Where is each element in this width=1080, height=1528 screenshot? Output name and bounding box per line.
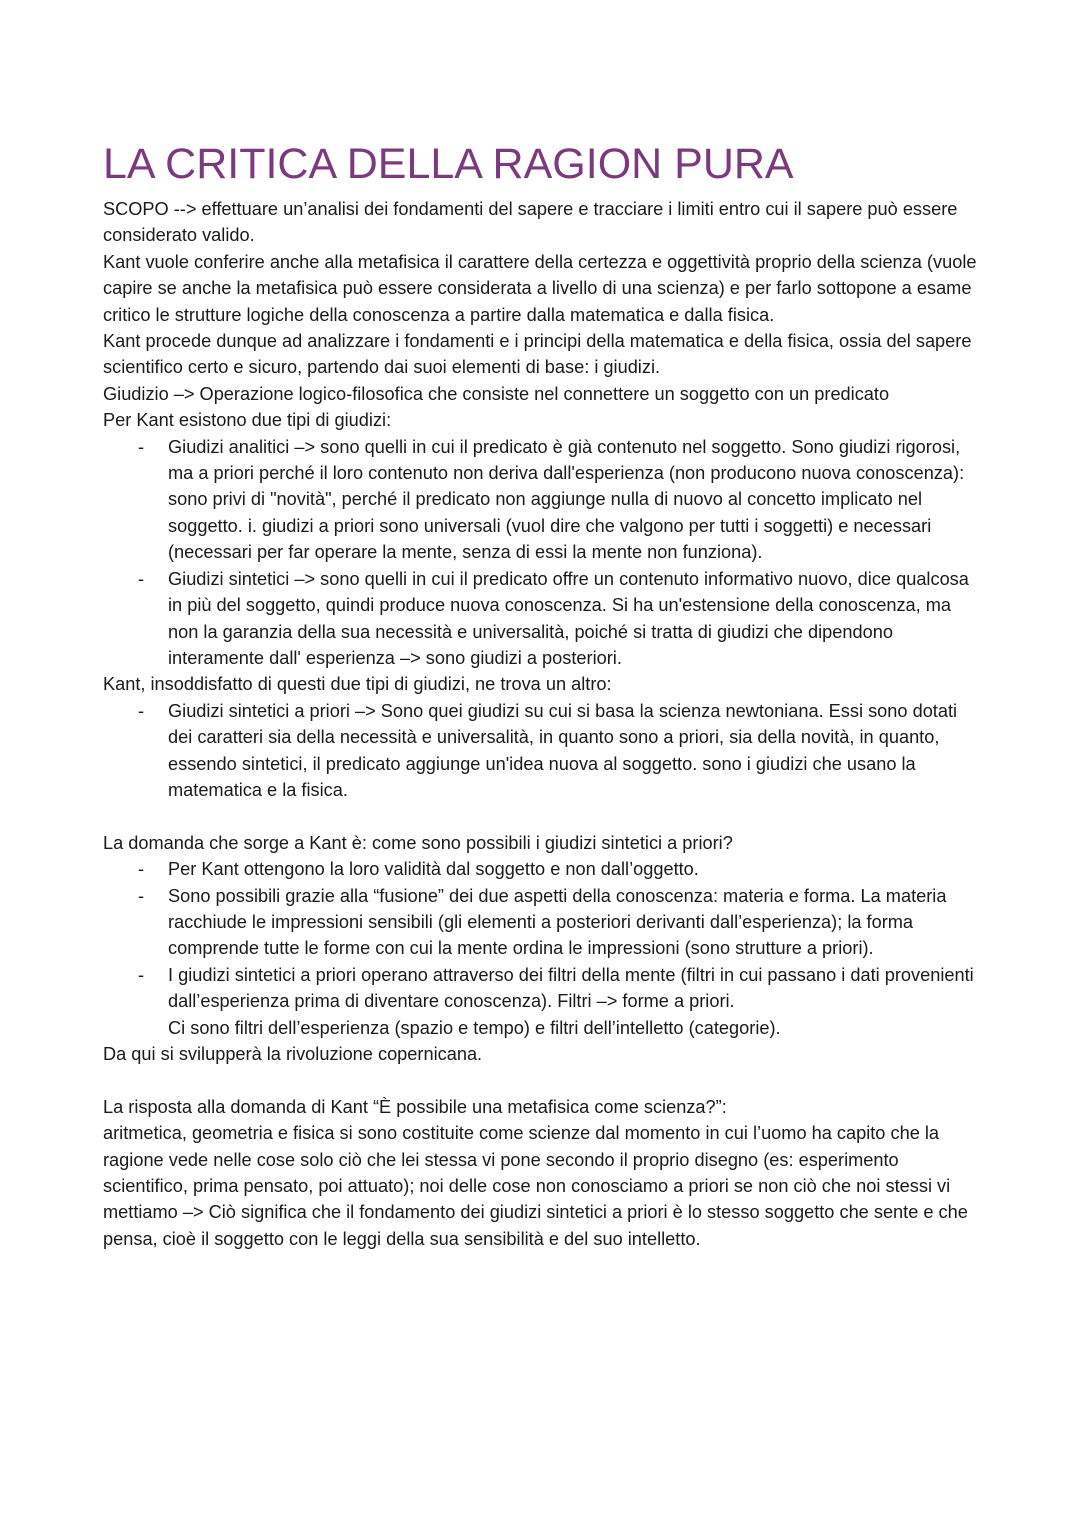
synthetic-a-priori-text: Giudizi sintetici a priori –> Sono quei giudizi su cui si basa la scienza newtoniana. Essi sono dotati dei caratteri sia della necessità e universalità, in quanto sono a priori, sia della novità, in quanto, essendo sintetici, il predicato aggiunge un'idea nuova al soggetto. sono i giudizi che usano la matematica e la fisica. bbox=[168, 700, 958, 800]
dash-bullet: - bbox=[138, 700, 145, 721]
answer-intro: La risposta alla domanda di Kant “È possibile una metafisica come scienza?”: bbox=[103, 1096, 727, 1117]
validity-text: Per Kant ottengono la loro validità dal soggetto e non dall’oggetto. bbox=[168, 859, 699, 880]
dash-bullet: - bbox=[138, 436, 145, 457]
list-item bbox=[103, 566, 983, 672]
fusion-text: Sono possibili grazie alla “fusione” dei due aspetti della conoscenza: materia e forma. La materia racchiude le impressioni sensibili (gli elementi a posteriori derivanti dall’esperienza); la forma comprende tutte le forme con cui la mente ordina le impressioni (sono strutture a priori). bbox=[168, 885, 947, 959]
scope-paragraph: SCOPO --> effettuare un’analisi dei fondamenti del sapere e tracciare i limiti entro cui il sapere può essere considerato valido. bbox=[103, 199, 958, 246]
list-item bbox=[103, 698, 983, 804]
judgment-types-list bbox=[103, 434, 983, 672]
list-item bbox=[103, 856, 983, 882]
analysis-paragraph: Kant procede dunque ad analizzare i fondamenti e i principi della matematica e della fisica, ossia del sapere scientifico certo e sicuro, partendo dai suoi elementi di base: i giudizi. bbox=[103, 331, 972, 378]
metaphysics-paragraph: Kant vuole conferire anche alla metafisica il carattere della certezza e oggettività proprio della scienza (vuole capire se anche la metafisica può essere considerata a livello di una scienza) e per farlo sottopone a esame critico le strutture logiche della conoscenza a partire dalla matematica e dalla fisica. bbox=[103, 251, 977, 325]
synthetic-judgments-text: Giudizi sintetici –> sono quelli in cui il predicato offre un contenuto informativo nuovo, dice qualcosa in più del soggetto, quindi produce nuova conoscenza. Si ha un'estensione della conoscenza, ma non la garanzia della sua necessità e universalità, poiché si tratta di giudizi che dipendono interamente dall' esperienza –> sono giudizi a posteriori. bbox=[168, 568, 969, 668]
spacer bbox=[103, 803, 983, 829]
answer-text: aritmetica, geometria e fisica si sono costituite come scienze dal momento in cui l’uomo ha capito che la ragione vede nelle cose solo ciò che lei stessa vi pone secondo il proprio disegno (es: esperimento scientifico, prima pensato, poi attuato); noi delle cose non conosciamo a priori se non ciò che noi stessi vi mettiamo –> Ciò significa che il fondamento dei giudizi sintetici a priori è lo stesso soggetto che sente e che pensa, cioè il soggetto con le leggi della sua sensibilità e del suo intelletto. bbox=[103, 1123, 968, 1249]
filters-text: I giudizi sintetici a priori operano attraverso dei filtri della mente (filtri in cui passano i dati provenienti dall’esperienza prima di diventare conoscenza). Filtri –> forme a priori. bbox=[168, 964, 974, 1012]
analytic-judgments-text: Giudizi analitici –> sono quelli in cui il predicato è già contenuto nel soggetto. Sono giudizi rigorosi, ma a priori perché il loro contenuto non deriva dall'esperienza (non producono nuova conoscenza): sono privi di "novità", perché il predicato non aggiunge nulla di nuovo al concetto implicato nel soggetto. i. giudizi a priori sono universali (vuol dire che valgono per tutti i soggetti) e necessari (necessari per far operare la mente, senza di essi la mente non funziona). bbox=[168, 436, 965, 563]
filters-note: Ci sono filtri dell’esperienza (spazio e tempo) e filtri dell’intelletto (categorie). bbox=[168, 1017, 781, 1038]
dash-bullet: - bbox=[138, 568, 145, 589]
copernican-revolution: Da qui si svilupperà la rivoluzione copernicana. bbox=[103, 1043, 483, 1064]
spacer bbox=[103, 1067, 983, 1093]
kant-question: La domanda che sorge a Kant è: come sono possibili i giudizi sintetici a priori? bbox=[103, 832, 733, 853]
judgment-types-intro: Per Kant esistono due tipi di giudizi: bbox=[103, 410, 392, 431]
dash-bullet: - bbox=[138, 859, 145, 880]
page-title: LA CRITICA DELLA RAGION PURA bbox=[103, 140, 794, 188]
synthetic-a-priori-list bbox=[103, 698, 983, 804]
possibility-list bbox=[103, 856, 983, 1014]
document-page bbox=[103, 138, 983, 1252]
dash-bullet: - bbox=[138, 964, 145, 985]
judgment-definition: Giudizio –> Operazione logico-filosofica che consiste nel connettere un soggetto con un predicato bbox=[103, 383, 890, 404]
list-item bbox=[103, 962, 983, 1015]
kant-other-type: Kant, insoddisfatto di questi due tipi di giudizi, ne trova un altro: bbox=[103, 674, 612, 695]
list-item bbox=[103, 883, 983, 962]
dash-bullet: - bbox=[138, 885, 145, 906]
list-item bbox=[103, 434, 983, 566]
